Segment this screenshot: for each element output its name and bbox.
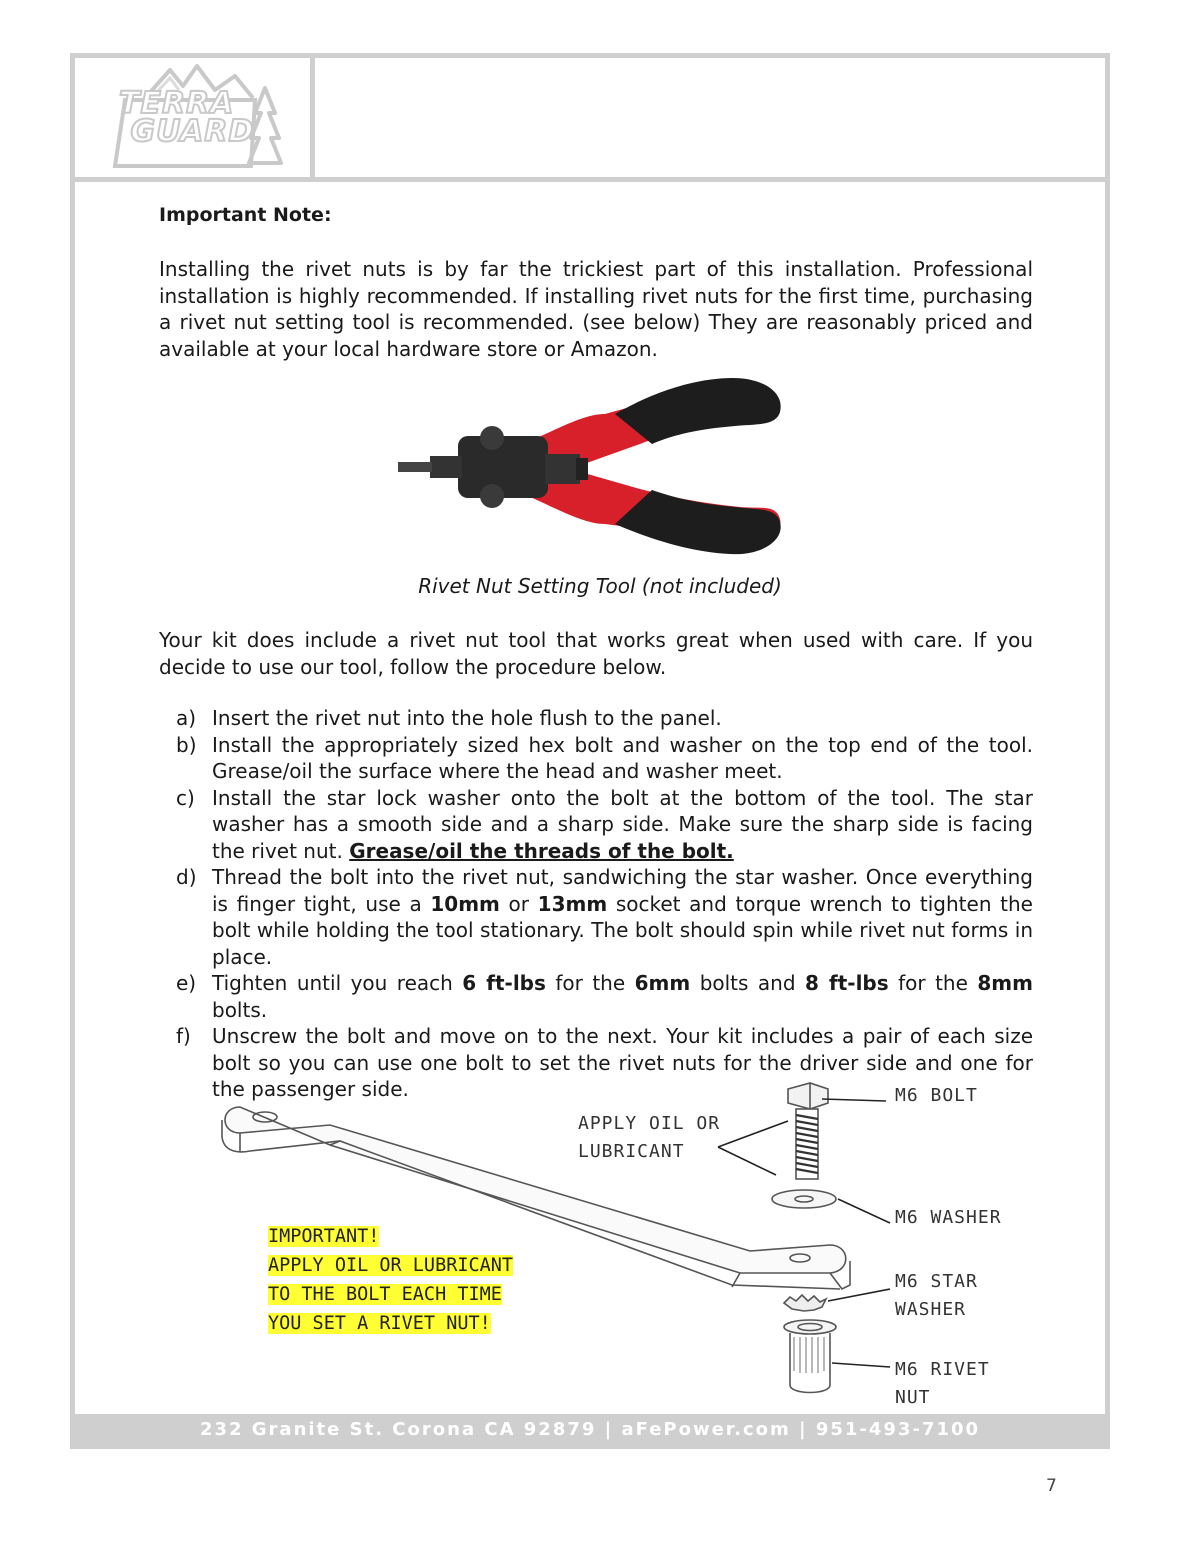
- tool-caption: Rivet Nut Setting Tool (not included): [418, 574, 782, 598]
- important-callout: [268, 1222, 513, 1338]
- rivet-nut-setting-tool-image: [390, 374, 790, 564]
- procedure-steps: [159, 705, 1033, 1103]
- step-text: for the: [545, 971, 635, 995]
- step-text: Thread the bolt into the rivet nut, sandwiching the star washer. Once everything is finger tight, use a: [212, 865, 1033, 916]
- label-line: WASHER: [895, 1299, 967, 1320]
- label-line: APPLY OIL OR: [578, 1113, 721, 1134]
- step-text: Install the appropriately sized hex bolt and washer on the top end of the tool. Grease/oil the surface where the head and washer meet.: [212, 732, 1033, 783]
- label-line: NUT: [895, 1387, 931, 1408]
- page-header: [75, 58, 1105, 182]
- label-apply-oil: [578, 1110, 720, 1166]
- callout-line: APPLY OIL OR LUBRICANT: [268, 1255, 514, 1276]
- step-marker: f): [176, 1024, 191, 1048]
- callout-line: TO THE BOLT EACH TIME: [268, 1284, 502, 1305]
- step-a: [159, 705, 1033, 732]
- step-text: bolts and: [690, 971, 806, 995]
- step-text: or: [499, 891, 538, 916]
- bolt-size: 6mm: [634, 971, 691, 995]
- intro-paragraph: Installing the rivet nuts is by far the trickiest part of this installation. Professional installation is highly recommended. If installing rivet nuts for the first time, purchasing a rivet nut setting tool is recommended. (see below) They are reasonably priced and available at your local hardware store or Amazon.: [159, 257, 1033, 361]
- step-emphasis: Grease/oil the threads of the bolt.: [349, 838, 734, 863]
- step-b: [159, 732, 1033, 785]
- page-number: 7: [1046, 1476, 1057, 1496]
- torque-value: 8 ft-lbs: [805, 971, 889, 995]
- step-c: [159, 785, 1033, 865]
- label-line: LUBRICANT: [578, 1141, 685, 1162]
- note-title: Important Note:: [159, 204, 332, 226]
- step-marker: e): [176, 971, 197, 995]
- callout-line: YOU SET A RIVET NUT!: [268, 1313, 491, 1334]
- socket-size: 10mm: [430, 891, 500, 916]
- label-line: M6 STAR: [895, 1271, 978, 1292]
- step-text: Install the star lock washer onto the bolt at the bottom of the tool. The star washer has a smooth side and a sharp side. Make sure the sharp side is facing the rivet nut.: [212, 785, 1033, 863]
- step-text: for the: [888, 971, 978, 995]
- step-text: Unscrew the bolt and move on to the next. Your kit includes a pair of each size bolt so you can use one bolt to set the rivet nuts for the driver side and one for the passenger side.: [212, 1024, 1033, 1101]
- step-marker: d): [176, 865, 197, 889]
- label-line: M6 RIVET: [895, 1359, 990, 1380]
- label-m6-rivet-nut: [895, 1356, 990, 1412]
- label-m6-bolt: M6 BOLT: [895, 1085, 978, 1106]
- socket-size: 13mm: [537, 891, 608, 916]
- step-text: bolts.: [212, 997, 268, 1022]
- footer-contact-bar: 232 Granite St. Corona CA 92879 | aFePower.com | 951-493-7100: [75, 1414, 1105, 1444]
- step-e: [159, 970, 1033, 1023]
- bolt-size: 8mm: [977, 971, 1033, 995]
- step-marker: c): [176, 785, 195, 810]
- label-m6-star-washer: [895, 1268, 978, 1324]
- step-text: socket and torque wrench to tighten the bolt while holding the tool stationary. The bolt should spin while rivet nut forms in place.: [212, 891, 1033, 969]
- step-d: [159, 864, 1033, 970]
- kit-paragraph: Your kit does include a rivet nut tool that works great when used with care. If you decide to use our tool, follow the procedure below.: [159, 628, 1033, 679]
- step-marker: b): [176, 732, 197, 757]
- label-m6-washer: M6 WASHER: [895, 1207, 1002, 1228]
- logo-container: [75, 58, 315, 177]
- torque-value: 6 ft-lbs: [462, 971, 546, 995]
- step-text: Tighten until you reach: [212, 971, 463, 995]
- logo-wordmark: TERRA GUARD: [119, 86, 255, 149]
- step-text: Insert the rivet nut into the hole flush to the panel.: [212, 706, 722, 730]
- callout-line: IMPORTANT!: [268, 1226, 380, 1247]
- step-marker: a): [176, 706, 197, 730]
